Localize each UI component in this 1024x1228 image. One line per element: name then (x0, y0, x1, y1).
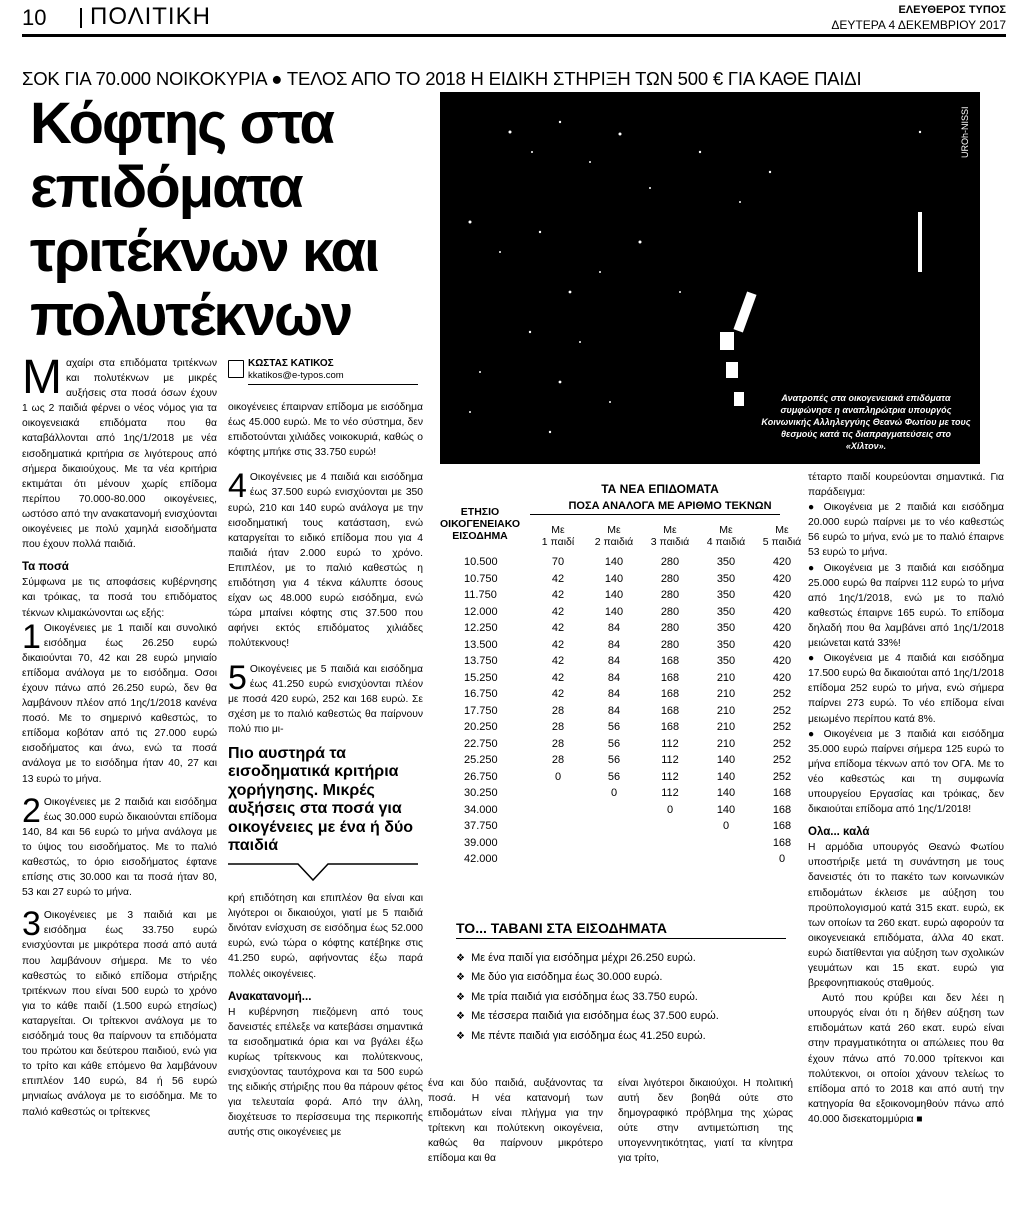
allowance-table (430, 524, 810, 868)
amount-cell: 0 (722, 820, 730, 833)
table-row (430, 554, 810, 571)
amount-cell: 140 (716, 787, 736, 800)
diamond-bullet-icon: ❖ (456, 972, 465, 984)
amount-cell: 280 (660, 572, 680, 585)
table-header-cell: Με 5 παιδιά (762, 524, 802, 548)
income-cell: 16.750 (464, 688, 498, 701)
paragraph: Η κυβέρνηση πιεζόμενη από τους δανειστές επέλεξε να κατεβάσει σημαντικά τα εισοδηματικά όρια και να βγάλει έξω κυρίως τρίτεκνους και πολύτεκνους, ενισχύοντας ταυτόχρονα και τα 500 ευρώ της ειδικής στήριξης που θα πάρουν φέτος για τελευταία φορά. Από την άλλη, διοχέτευσε το περίσσευμα της περικοπής αυτής στις οικογένειες με (228, 1006, 423, 1139)
amount-cell (530, 818, 586, 835)
paragraph-text: Οικογένειες με 1 παιδί και συνολικό εισόδημα έως 26.250 ευρώ δικαιούνται 70, 42 και 28 ευρώ μηνιαίο επίδομα ανάλογα με το εισόδημα. Οσοι έχουν πάνω από 26.250 ευρώ, δεν θα λαμβάνουν πλέον από 1ης/1/2018 κανένα ποσό. Με το σημερινό καθεστώς, το επίδομα κοβόταν από τις 27.000 ευρώ εισοδήματος και άνω, ενώ τα ποσά ανάλογα με το εισόδημα ήταν 40, 27 και 13 ευρώ το μήνα. (22, 622, 217, 785)
table-header-cell (430, 524, 530, 554)
income-cell: 10.500 (464, 556, 498, 569)
amount-cell: 70 (551, 556, 565, 569)
amount-cell: 350 (716, 589, 736, 602)
author-email[interactable]: kkatikos@e-typos.com (248, 370, 344, 381)
amount-cell: 56 (607, 737, 621, 750)
document-icon (228, 360, 244, 378)
amount-cell: 168 (772, 787, 792, 800)
table-row (430, 769, 810, 786)
amount-cell: 28 (551, 704, 565, 717)
pull-quote-rule (228, 860, 418, 882)
amount-cell: 56 (607, 754, 621, 767)
issue-date: ΔΕΥΤΕΡΑ 4 ΔΕΚΕΜΒΡΙΟΥ 2017 (831, 18, 1006, 32)
amount-cell: 252 (772, 737, 792, 750)
list-item: ❖ Με πέντε παιδιά για εισόδημα έως 41.250 ευρώ. (456, 1027, 816, 1046)
number-cap: 3 (22, 905, 41, 944)
table-row (430, 736, 810, 753)
column-5 (808, 470, 1004, 1127)
paragraph: οικογένειες έπαιρναν επίδομα με εισόδημα έως 45.000 ευρώ. Με το νέο σύστημα, δεν επιδοτούνται χιλιάδες νοικοκυριά, καθώς ο κόφτης μπήκε στις 33.750 ευρώ! (228, 402, 423, 459)
amount-cell: 140 (716, 770, 736, 783)
amount-cell: 28 (551, 737, 565, 750)
amount-cell: 420 (772, 638, 792, 651)
ceilings-title: ΤΟ... ΤΑΒΑΝΙ ΣΤΑ ΕΙΣΟΔΗΜΑΤΑ (456, 920, 667, 936)
amount-cell: 0 (554, 770, 562, 783)
amount-cell: 280 (660, 605, 680, 618)
amount-cell: 140 (604, 556, 624, 569)
amount-cell: 350 (716, 556, 736, 569)
amount-cell (530, 785, 586, 802)
paragraph: ένα και δύο παιδιά, αυξάνοντας τα ποσά. Η νέα κατανομή των επιδομάτων είναι πλήγμα για την τρίτεκνη και πολύτεκνη οικογένεια, καθώς θα παίρνουν μικρότερο επίδομα και θα (428, 1078, 603, 1165)
amount-cell: 168 (772, 820, 792, 833)
number-cap: 1 (22, 617, 41, 656)
amount-cell: 168 (660, 721, 680, 734)
amount-cell: 0 (778, 853, 786, 866)
amount-cell: 252 (772, 721, 792, 734)
amount-cell: 84 (607, 704, 621, 717)
amount-cell: 56 (607, 770, 621, 783)
ceilings-list (456, 949, 816, 1046)
table-row (430, 851, 810, 868)
byline-rule (248, 384, 418, 385)
table-subtitle-rule (530, 514, 780, 515)
amount-cell: 42 (551, 589, 565, 602)
amount-cell: 84 (607, 638, 621, 651)
amount-cell: 210 (716, 671, 736, 684)
amount-cell: 84 (607, 671, 621, 684)
amount-cell (586, 835, 642, 852)
table-row (430, 670, 810, 687)
diamond-bullet-icon: ❖ (456, 1030, 465, 1042)
amount-cell: 168 (660, 655, 680, 668)
amount-cell: 210 (716, 688, 736, 701)
amount-cell: 420 (772, 556, 792, 569)
paragraph: Η αρμόδια υπουργός Θεανώ Φωτίου υποστήριξε μετά τη συνάντηση με τους δανειστές ότι το πακέτο των κοινωνικών επιδομάτων έκλεισε με αύξηση του προϋπολογισμού κατά 315 εκατ. ευρώ, εκ των οποίων τα 260 εκατ. ευρώ αφορούν τα οικογενειακά επιδόματα, άλλα 40 εκατ. ευρώ διατίθενται για αύξηση των σχολικών γευμάτων και 15 εκατ. ευρώ για βρεφονηπιακούς σταθμούς. (808, 842, 1004, 990)
paragraph-text: Οικογένειες με 5 παιδιά και εισόδημα έως 41.250 ευρώ ενισχύονται πλέον με ποσά 420 ευρώ, 252 και 168 ευρώ. Σε σχέση με το παλιό καθεστώς θα παίρνουν πολύ πιο μι- (228, 663, 423, 735)
table-row (430, 818, 810, 835)
headline-line: πολυτέκνων (30, 283, 352, 348)
income-cell: 13.750 (464, 655, 498, 668)
amount-cell: 112 (661, 737, 679, 750)
amount-cell (530, 851, 586, 868)
amount-cell: 56 (607, 721, 621, 734)
list-item: ❖ Με δύο για εισόδημα έως 30.000 ευρώ. (456, 968, 816, 987)
label-line: ΕΤΗΣΙΟ (460, 506, 500, 518)
income-cell: 11.750 (464, 589, 497, 602)
lead-paragraph (22, 351, 217, 552)
pull-quote: Πιο αυστηρά τα εισοδηματικά κριτήρια χορήγησης. Μικρές αυξήσεις στα ποσά για οικογένειες με ένα ή δύο παιδιά (228, 744, 414, 855)
paragraph: Σύμφωνα με τις αποφάσεις κυβέρνησης και τρόικας, τα ποσά του επιδόματος τέκνων κλιμακώνονται ως εξής: (22, 577, 217, 619)
amount-cell: 42 (551, 572, 565, 585)
list-item: ❖ Με τρία παιδιά για εισόδημα έως 33.750 ευρώ. (456, 988, 816, 1007)
income-cell: 34.000 (464, 803, 498, 816)
photo-credit: UROh-NISSI (960, 106, 970, 158)
amount-cell: 280 (660, 589, 680, 602)
amount-cell: 42 (551, 688, 565, 701)
amount-cell (530, 802, 586, 819)
amount-cell: 350 (716, 572, 736, 585)
amount-cell (642, 835, 698, 852)
amount-cell: 140 (604, 589, 624, 602)
amount-cell: 252 (772, 770, 792, 783)
table-row (430, 802, 810, 819)
paragraph-text: Οικογένειες με 2 παιδιά και εισόδημα έως 30.000 ευρώ δικαιούνται επίδομα 140, 84 και 56 ευρώ το μήνα ανάλογα με το ύψος του εισοδήματος. Με το παλιό καθεστώς, το όριο εισοδήματος έφτανε επίσης στις 30.000 και τα ποσά ήταν 80, 53 και 27 ευρώ το μήνα. (22, 796, 217, 899)
label-line: ΟΙΚΟΓΕΝΕΙΑΚΟ (439, 518, 521, 530)
amount-cell: 252 (772, 754, 792, 767)
amount-cell: 0 (666, 803, 674, 816)
table-title: ΤΑ ΝΕΑ ΕΠΙΔΟΜΑΤΑ (601, 482, 719, 496)
income-cell: 15.250 (464, 671, 498, 684)
subheading: Ανακατανομή... (228, 990, 312, 1003)
column-3 (428, 1076, 603, 1167)
income-cell: 26.750 (464, 770, 498, 783)
amount-cell: 140 (604, 605, 624, 618)
subheading: Ολα... καλά (808, 826, 870, 839)
subheading: Τα ποσά (22, 561, 69, 574)
numbered-paragraph (228, 658, 423, 737)
amount-cell (698, 835, 754, 852)
income-cell: 42.000 (464, 853, 498, 866)
table-header-cell: Με 4 παιδιά (706, 524, 746, 548)
amount-cell: 350 (716, 605, 736, 618)
amount-cell: 420 (772, 589, 792, 602)
paragraph: τέταρτο παιδί κουρεύονται σημαντικά. Για παράδειγμα: (808, 472, 1004, 499)
table-row (430, 604, 810, 621)
diamond-bullet-icon: ❖ (456, 991, 465, 1003)
amount-cell: 42 (551, 671, 565, 684)
numbered-paragraph (22, 617, 217, 787)
kicker: ΣΟΚ ΓΙΑ 70.000 ΝΟΙΚΟΚΥΡΙΑ ● ΤΕΛΟΣ ΑΠΟ ΤΟ 2018 Η ΕΙΔΙΚΗ ΣΤΗΡΙΞΗ ΤΩΝ 500 € ΓΙΑ ΚΑΘΕ ΠΑΙΔΙ (22, 68, 862, 89)
amount-cell: 112 (661, 754, 679, 767)
table-subtitle: ΠΟΣΑ ΑΝΑΛΟΓΑ ΜΕ ΑΡΙΘΜΟ ΤΕΚΝΩΝ (568, 500, 772, 512)
section-name: ΠΟΛΙΤΙΚΗ (90, 3, 211, 30)
newspaper-name: ΕΛΕΥΘΕΡΟΣ ΤΥΠΟΣ (898, 4, 1006, 16)
amount-cell: 84 (607, 688, 621, 701)
income-cell: 12.250 (464, 622, 498, 635)
headline (30, 92, 430, 348)
income-cell: 12.000 (464, 605, 498, 618)
example-item: ● Οικογένεια με 4 παιδιά και εισόδημα 17.500 ευρώ θα δικαιούται από 1ης/1/2018 επίδομα 252 ευρώ το μήνα, ενώ σήμερα παίρνει 273 ευρώ. Το νέο επίδομα είναι μειωμένο περίπου κατά 8%. (808, 653, 1004, 725)
end-mark: ■ (916, 1113, 923, 1125)
paragraph: Αυτό που κρύβει και δεν λέει η υπουργός είναι ότι η δήθεν αύξηση των επιδομάτων κατά 260 εκατ. ευρώ είναι στην πραγματικότητα οι απώλειες που θα έχουν πάνω από 70.000 τρίτεκνοι και πολύτεκνοι, οι οποίοι χάνουν τελείως το επίδομα από το 2018 και από αυτή την κατηγορία θα εξοικονομηθούν πάνω από 40.000 δισεκατομμύρια ■ (808, 993, 1004, 1125)
income-cell: 10.750 (464, 572, 498, 585)
amount-cell: 0 (610, 787, 618, 800)
amount-cell: 112 (661, 770, 679, 783)
page-number: 10 (22, 5, 47, 30)
author-name: ΚΩΣΤΑΣ ΚΑΤΙΚΟΣ (248, 358, 334, 369)
table-body (430, 554, 810, 868)
amount-cell: 42 (551, 655, 565, 668)
income-cell: 22.750 (464, 737, 498, 750)
amount-cell (642, 818, 698, 835)
table-row (430, 686, 810, 703)
paragraph: κρή επιδότηση και επιπλέον θα είναι και λιγότεροι οι δικαιούχοι, γιατί με 5 παιδιά δινόταν ενίσχυση σε εισόδημα έως 52.000 ευρώ, ενώ τώρα ο κόφτης κατέβηκε στις 41.250 ευρώ, αφήνοντας έξω παρά πολλές οικογένειες. (228, 893, 423, 980)
amount-cell: 252 (772, 704, 792, 717)
income-cell: 37.750 (464, 820, 498, 833)
amount-cell (586, 851, 642, 868)
table-header-cell: Με 1 παιδί (541, 524, 575, 548)
amount-cell (642, 851, 698, 868)
amount-cell: 280 (660, 638, 680, 651)
table-header-cell: Με 3 παιδιά (650, 524, 690, 548)
income-cell: 39.000 (464, 836, 498, 849)
amount-cell: 140 (716, 803, 736, 816)
number-cap: 4 (228, 467, 247, 506)
amount-cell: 42 (551, 622, 565, 635)
column-1 (22, 351, 217, 1120)
lead-text: αχαίρι στα επιδόματα τριτέκνων και πολυτέκνων με μικρές αυξήσεις στα ποσά όσων έχουν 1 ως 2 παιδιά φέρνει ο νέος νόμος για τα οικογενειακά επιδόματα που θα καταβάλλονται από 1ης/1/2018 με νέα εισοδηματικά κριτήρια σε λιγότερους από σήμερα δικαιούχους. Με τα νέα κριτήρια εκτιμάται ότι μένουν χωρίς επίδομα περίπου 70.000-80.000 οικογένειες, ωστόσο από την ανακατανομή ενισχύονται οικογένειες με πολύ χαμηλά εισοδήματα που έχουν πολλά παιδιά. (22, 358, 217, 551)
headline-line: επιδόματα (30, 155, 302, 220)
amount-cell: 350 (716, 655, 736, 668)
amount-cell: 42 (551, 638, 565, 651)
table-row (430, 785, 810, 802)
table-row (430, 719, 810, 736)
amount-cell: 252 (772, 688, 792, 701)
amount-cell: 140 (716, 754, 736, 767)
amount-cell: 84 (607, 655, 621, 668)
amount-cell: 210 (716, 737, 736, 750)
example-item: ● Οικογένεια με 2 παιδιά και εισόδημα 20.000 ευρώ παίρνει με το νέο καθεστώς 56 ευρώ το μήνα, ενώ με το παλιό έπαιρνε 53 ευρώ το μήνα. (808, 502, 1004, 559)
table-row (430, 571, 810, 588)
diamond-bullet-icon: ❖ (456, 1011, 465, 1023)
amount-cell: 420 (772, 572, 792, 585)
paragraph-text: Οικογένειες με 4 παιδιά και εισόδημα έως 37.500 ευρώ ενισχύονται με 350 ευρώ, 210 και 140 ευρώ ανάλογα με την εισοδηματική τους κατάσταση, ενώ καταργείται το ειδικό επίδομα που για 4 παιδιά ήταν 2.000 ευρώ το χρόνο. Επιπλέον, με το παλιό καθεστώς η επιδότηση για 4 τέκνα κάλυπτε όσους είχαν ως 48.000 ευρώ εισόδημα, ενώ τώρα μπαίνει κόφτης στις 37.500 που αφήνει εκτός επιδόματος χιλιάδες πολύτεκνους! (228, 472, 423, 650)
drop-cap: Μ (22, 351, 62, 404)
header-divider (80, 8, 82, 28)
amount-cell: 168 (772, 836, 792, 849)
amount-cell: 210 (716, 704, 736, 717)
amount-cell: 42 (551, 605, 565, 618)
table-row (430, 620, 810, 637)
column-2 (228, 400, 423, 1141)
amount-cell: 350 (716, 638, 736, 651)
amount-cell: 420 (772, 605, 792, 618)
amount-cell: 28 (551, 721, 565, 734)
amount-cell: 112 (661, 787, 679, 800)
example-item: ● Οικογένεια με 3 παιδιά και εισόδημα 25.000 ευρώ θα παίρνει 112 ευρώ το μήνα από 1ης/1/2018, ενώ με το παλιό καθεστώς έπαιρνε 165 ευρώ. Το επίδομα δηλαδή που θα λαμβάνει από 1ης/1/2018 μειώνεται κατά 33%! (808, 562, 1004, 650)
table-header-row (430, 524, 810, 554)
diamond-bullet-icon: ❖ (456, 953, 465, 964)
table-row (430, 637, 810, 654)
amount-cell: 210 (716, 721, 736, 734)
amount-cell (586, 818, 642, 835)
paragraph-text: Οικογένειες με 3 παιδιά και με εισόδημα έως 33.750 ευρώ ενισχύονται με μικρότερα ποσά από αυτά που λαμβάνουν σήμερα. Με το νέο καθεστώς το ειδικό επίδομα στήριξης τριτέκνων που είναι 500 ευρώ το χρόνο για το κάθε παιδί (1.500 ευρώ ετησίως) καταργείται. Οι τρίτεκνοι ανάλογα με το εισόδημά τους θα παίρνουν τα επιδόματα του πρώτου και δεύτερου παιδιού, ενώ για το τρίτο και κάθε επόμενο θα λαμβάνουν επιπλέον 140 ευρώ, 84 ή 56 ευρώ μηνιαίως ανάλογα με το εισόδημα. Με το παλιό καθεστώς οι τρίτεκνες (22, 910, 217, 1118)
amount-cell (530, 835, 586, 852)
table-row (430, 653, 810, 670)
amount-cell: 420 (772, 622, 792, 635)
amount-cell: 84 (607, 622, 621, 635)
table-row (430, 835, 810, 852)
list-item: ❖ Με ένα παιδί για εισόδημα μέχρι 26.250 ευρώ. (456, 949, 816, 968)
amount-cell (586, 802, 642, 819)
amount-cell: 280 (660, 622, 680, 635)
paragraph: είναι λιγότεροι δικαιούχοι. Η πολιτική αυτή δεν βοηθά ούτε στο δημογραφικό πρόβλημα της χώρας ούτε στην αντιμετώπιση της υπογεννητικότητας, γιατί τα κίνητρα για τρίτο, (618, 1078, 793, 1165)
amount-cell: 350 (716, 622, 736, 635)
header-rule (22, 34, 1006, 37)
label-line: ΕΙΣΟΔΗΜΑ (452, 530, 508, 542)
amount-cell: 420 (772, 671, 792, 684)
amount-cell: 140 (604, 572, 624, 585)
amount-cell: 168 (660, 688, 680, 701)
amount-cell: 280 (660, 556, 680, 569)
amount-cell: 420 (772, 655, 792, 668)
table-header-cell: Με 2 παιδιά (594, 524, 634, 548)
table-row (430, 752, 810, 769)
numbered-paragraph (22, 791, 217, 901)
example-item: ● Οικογένεια με 3 παιδιά και εισόδημα 35.000 ευρώ παίρνει σήμερα 125 ευρώ το μήνα επίδομα τέκνων από τον ΟΓΑ. Με το νέο καθεστώς και τη συμφωνία υπουργείου Εργασίας και τρόικας, δεν δικαιούται επίδομα από 1ης/1/2018! (808, 728, 1004, 816)
number-cap: 2 (22, 791, 41, 830)
amount-cell: 168 (772, 803, 792, 816)
income-cell: 25.250 (464, 754, 498, 767)
income-cell: 20.250 (464, 721, 498, 734)
ceilings-rule (456, 938, 786, 939)
numbered-paragraph (22, 905, 217, 1119)
list-item: ❖ Με τέσσερα παιδιά για εισόδημα έως 37.500 ευρώ. (456, 1007, 816, 1026)
headline-line: τριτέκνων και (30, 219, 379, 284)
amount-cell: 28 (551, 754, 565, 767)
income-cell: 30.250 (464, 787, 498, 800)
photo-caption: Ανατροπές στα οικογενειακά επιδόματα συμφώνησε η αναπληρώτρια υπουργός Κοινωνικής Αλληλεγγύης Θεανώ Φωτίου με τους θεσμούς κατά τις διαπραγματεύσεις στο «Χίλτον». (761, 393, 971, 451)
amount-cell: 168 (660, 671, 680, 684)
number-cap: 5 (228, 658, 247, 697)
income-cell: 17.750 (464, 704, 498, 717)
table-row (430, 587, 810, 604)
amount-cell (698, 851, 754, 868)
income-cell: 13.500 (464, 638, 498, 651)
numbered-paragraph (228, 467, 423, 651)
column-4 (618, 1076, 793, 1167)
headline-line: Κόφτης στα (30, 91, 334, 156)
amount-cell: 168 (660, 704, 680, 717)
table-row (430, 703, 810, 720)
